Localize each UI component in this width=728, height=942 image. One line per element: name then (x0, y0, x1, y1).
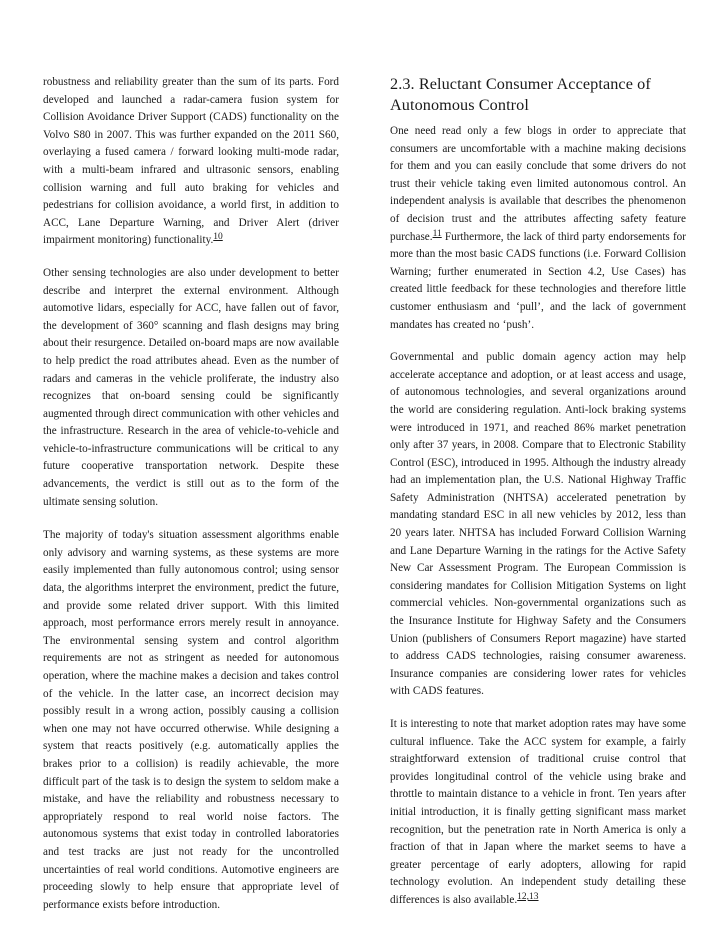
right-paragraph-1-text-before: One need read only a few blogs in order to appreciate that consumers are uncomfortable with a machine making decisions for them and you can easily conclude that some drivers do not trust their vehicle taking even limited autonomous control. An independent analysis is available that describes the phenomenon of decision trust and the attributes affecting safety feature purchase. (390, 125, 686, 243)
left-paragraph-1-text: robustness and reliability greater than the sum of its parts. Ford developed and launched a radar-camera fusion system for Collision Avoidance Driver Support (CADS) functionality on the Volvo S80 in 2007. This was further expanded on the 2011 S60, overlaying a fused camera / forward looking multi-mode radar, with a multi-beam infrared and ultrasonic sensors, enabling collision warning and full auto braking for vehicles and pedestrians for collision avoidance, a world first, in addition to ACC, Lane Departure Warning, and Driver Alert (driver impairment monitoring) functionality. (43, 76, 339, 247)
left-column (43, 74, 339, 914)
right-paragraph-1 (390, 123, 686, 334)
section-heading: 2.3. Reluctant Consumer Acceptance of Autonomous Control (390, 75, 651, 114)
left-paragraph-3: The majority of today's situation assessment algorithms enable only advisory and warning systems, as these systems are more easily implemented than fully autonomous control; using sensor data, the algorithms interpret the environment, predict the future, and provide some related driver support. With this limited approach, most performance errors merely result in annoyance. The environmental sensing system and control algorithm requirements are not as stringent as needed for autonomous operation, where the machine makes a decision and takes control of the vehicle. In the latter case, an incorrect decision may possibly result in a wrong action, possibly causing a collision when one may not have occurred otherwise. While designing a system that reacts positively (e.g. automatically applies the brakes prior to a collision) is readily achievable, the more difficult part of the task is to design the system to seldom make a mistake, and have the reliability and robustness necessary to appropriately respond to real world noise factors. The autonomous systems that exist today in controlled laboratories and test tracks are just not ready for the uncontrolled uncertainties of real world conditions. Automotive engineers are proceeding slowly to help ensure that appropriate level of performance exists before introduction. (43, 529, 339, 911)
footnote-ref-10[interactable]: 10 (213, 232, 223, 243)
right-paragraph-1-text-after: Furthermore, the lack of third party endorsements for more than the most basic CADS functions (i.e. Forward Collision Warning; further enumerated in Section 4.2, Use Cases) has created little feedback for these technologies and therefore little customer enthusiasm and ‘pull’, and the lack of government mandates has created no ‘push’. (390, 230, 686, 331)
right-paragraph-2: Governmental and public domain agency action may help accelerate acceptance and adoption, or at least access and usage, of autonomous technologies, and several organizations around the world are considering regulation. Anti-lock braking systems were introduced in 1971, and reached 86% market penetration only after 37 years, in 2008. Compare that to Electronic Stability Control (ESC), introduced in 1995. Although the industry already had an implementation plan, the U.S. National Highway Traffic Safety Administration (NHTSA) accelerated penetration by mandating standard ESC in all new vehicles by 2012, less than 20 years later. NHTSA has included Forward Collision Warning and Lane Departure Warning in the ratings for the Active Safety New Car Assessment Program. The European Commission is considering mandates for Collision Mitigation Systems on light commercial vehicles. Non-governmental organizations such as the Insurance Institute for Highway Safety and the Consumers Union (publishers of Consumers Report magazine) have started to address CADS technologies, raising consumer awareness. Insurance companies are considering lower rates for vehicles with CADS features. (390, 351, 686, 698)
right-paragraph-3-text: It is interesting to note that market adoption rates may have some cultural influence. Take the ACC system for example, a fairly straightforward extension of traditional cruise control that provides longitudinal control of the vehicle using brake and throttle to maintain distance to a vehicle in front. Ten years after initial introduction, it is finally getting significant mass market recognition, but the penetration rate in North America is only a fraction of that in Japan where the market seems to have a greater percentage of early adopters, allowing for rapid technology evolution. An independent study detailing these differences is also available. (390, 718, 686, 906)
left-paragraph-2: Other sensing technologies are also under development to better describe and interpret the external environment. Although automotive lidars, especially for ACC, have fallen out of favor, the development of 360° scanning and flash designs may bring about their resurgence. Detailed on-board maps are now available to help predict the road attributes ahead. Even as the number of radars and cameras in the vehicle proliferate, the industry also recognizes that on-board sensing could be significantly augmented through direct communication with other vehicles and the infrastructure. Research in the area of vehicle-to-vehicle and vehicle-to-infrastructure communications will be critical to any future cooperative transportation network. Despite these advancements, the verdict is still out as to the form of the ultimate sensing solution. (43, 266, 339, 508)
left-paragraph-1 (43, 74, 339, 250)
footnote-ref-11[interactable]: 11 (432, 228, 442, 239)
right-column (390, 74, 686, 910)
right-paragraph-3 (390, 716, 686, 910)
footnote-ref-12-13[interactable]: 12,13 (517, 891, 539, 902)
